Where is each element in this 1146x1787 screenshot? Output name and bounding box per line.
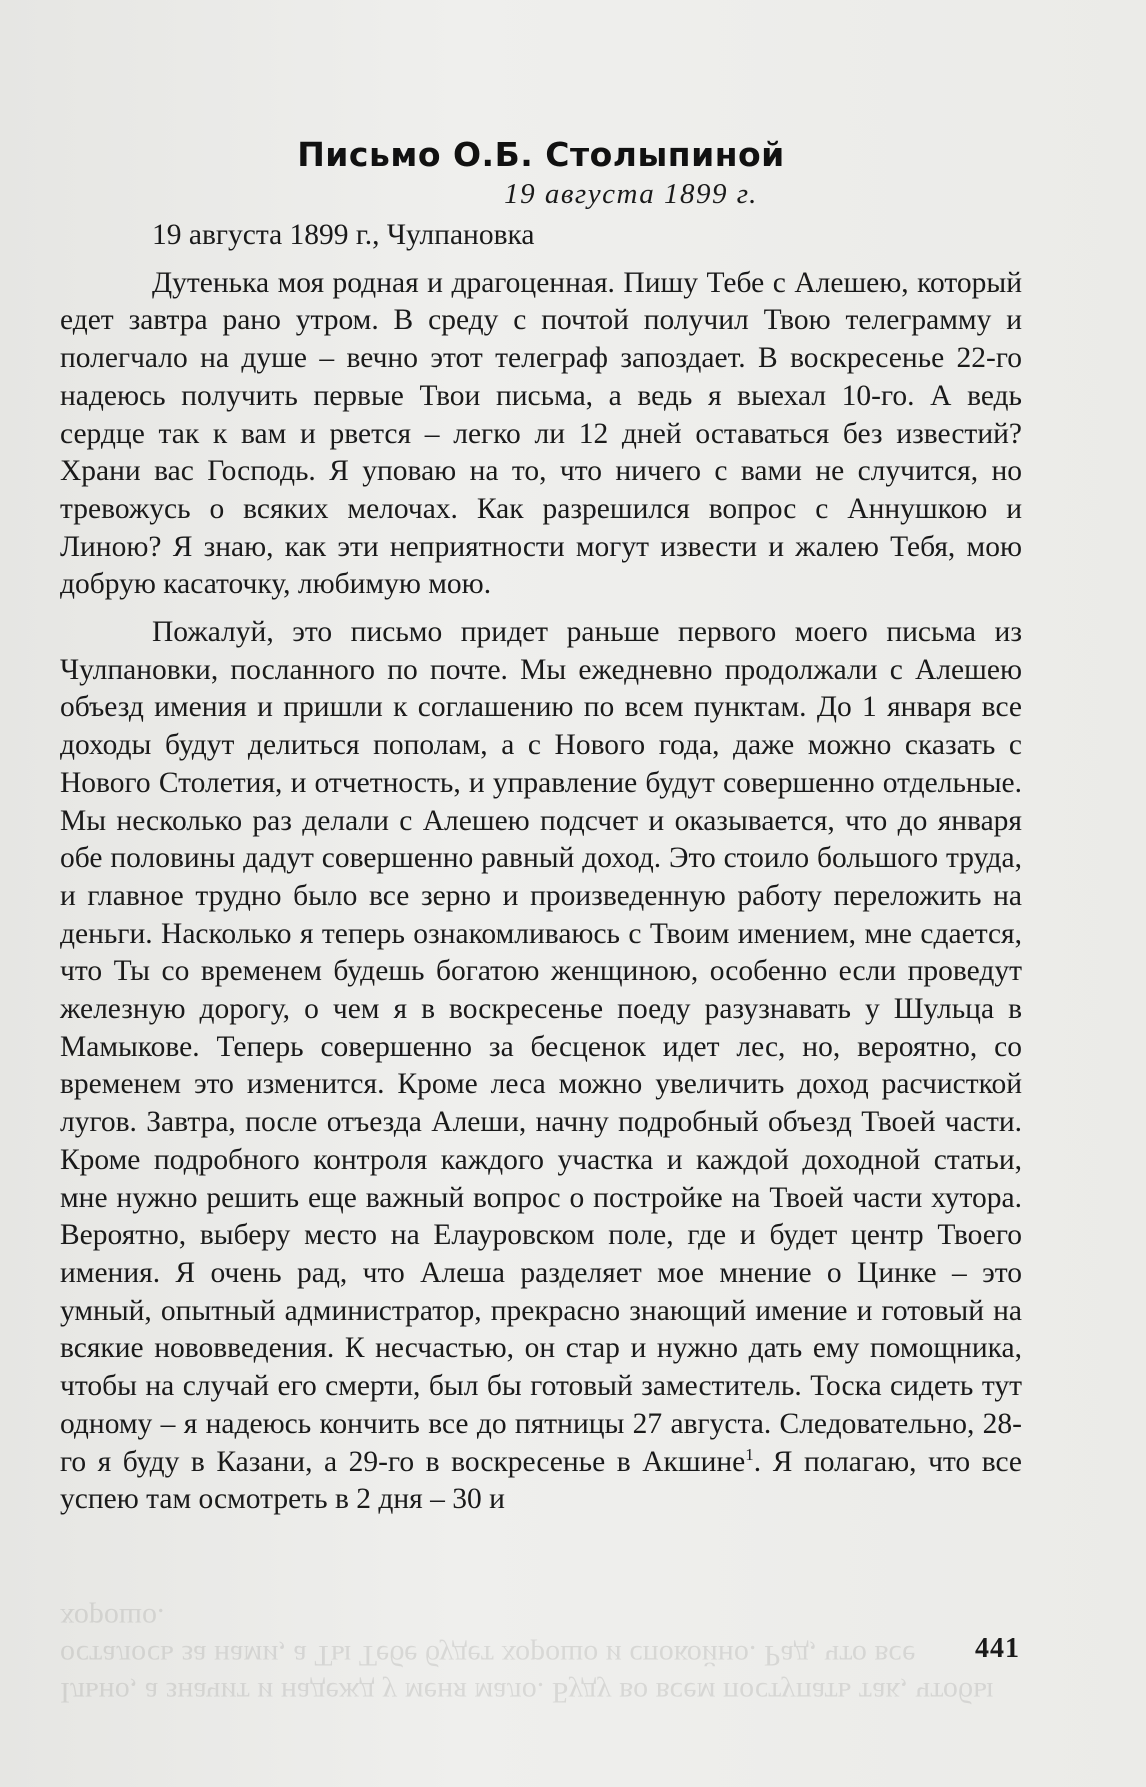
page-content (60, 135, 1022, 1519)
paragraph-2-tail: . Я полагаю, что все успею там осмотреть в 2 дня – 30 и (60, 1445, 1023, 1516)
letter-text (60, 217, 1022, 1519)
paragraph-2 (60, 614, 1022, 1519)
show-through-texture: Ільно, а значит и надежд у меня мало. Буду во всем поступать так, чтобы осталось за нами, а Ты Тебе будет хорошо и спокойно. Рад, что все хорошо. (60, 1602, 1001, 1709)
letter-date-subtitle: 19 августа 1899 г. (504, 178, 758, 210)
page-number: 441 (975, 1633, 1020, 1664)
footnote-mark[interactable]: 1 (745, 1444, 754, 1464)
paragraph-1: Дутенька моя родная и драгоценная. Пишу Тебе с Алешею, который едет завтра рано утром. В среду с почтой получил Твою телеграмму и полегчало на душе – вечно этот телеграф запоздает. В воскресенье 22-го надеюсь получить первые Твои письма, а ведь я выехал 10-го. А ведь сердце так к вам и рвется – легко ли 12 дней оставаться без известий? Храни вас Господь. Я уповаю на то, что ничего с вами не случится, но тревожусь о всяких мелочах. Как разрешился вопрос с Аннушкою и Линою? Я знаю, как эти неприятности могут извести и жалею Тебя, мою добрую касаточку, любимую мою. (60, 266, 1022, 601)
paragraph-2-main: Пожалуй, это письмо придет раньше первого моего письма из Чулпановки, посланного по почте. Мы ежедневно продолжали с Алешею объезд имения и пришли к соглашению по всем пунктам. До 1 января все доходы будут делиться пополам, а с Нового года, даже можно сказать с Нового Столетия, и отчетность, и управление будут совершенно отдельные. Мы несколько раз делали с Алешею подсчет и оказывается, что до января обе половины дадут совершенно равный доход. Это стоило большого труда, и главное трудно было все зерно и произведенную работу переложить на деньги. Насколько я теперь ознакомливаюсь с Твоим имением, мне сдается, что Ты со временем будешь богатою женщиною, особенно если проведут железную дорогу, о чем я в воскресенье поеду разузнавать у Шульца в Мамыкове. Теперь совершенно за бесценок идет лес, но, вероятно, со временем это изменится. Кроме леса можно увеличить доход расчисткой лугов. Завтра, после отъезда Алеши, начну подробный объезд Твоей части. Кроме подробного контроля каждого участка и каждой доходной статьи, мне нужно решить еще важный вопрос о постройке на Твоей части хутора. Вероятно, выберу место на Елауровском поле, где и будет центр Твоего имения. Я очень рад, что Алеша разделяет мое мнение о Цинке – это умный, опытный администратор, прекрасно знающий имение и готовый на всякие нововведения. К несчастью, он стар и нужно дать ему помощника, чтобы на случай его смерти, был бы готовый заместитель. Тоска сидеть тут одному – я надеюсь кончить все до пятницы 27 августа. Следовательно, 28-го я буду в Казани, а 29-го в воскресенье в Акшине (60, 616, 1022, 1478)
letter-title: Письмо О.Б. Столыпиной (297, 135, 785, 174)
dateline: 19 августа 1899 г., Чулпановка (152, 219, 535, 251)
